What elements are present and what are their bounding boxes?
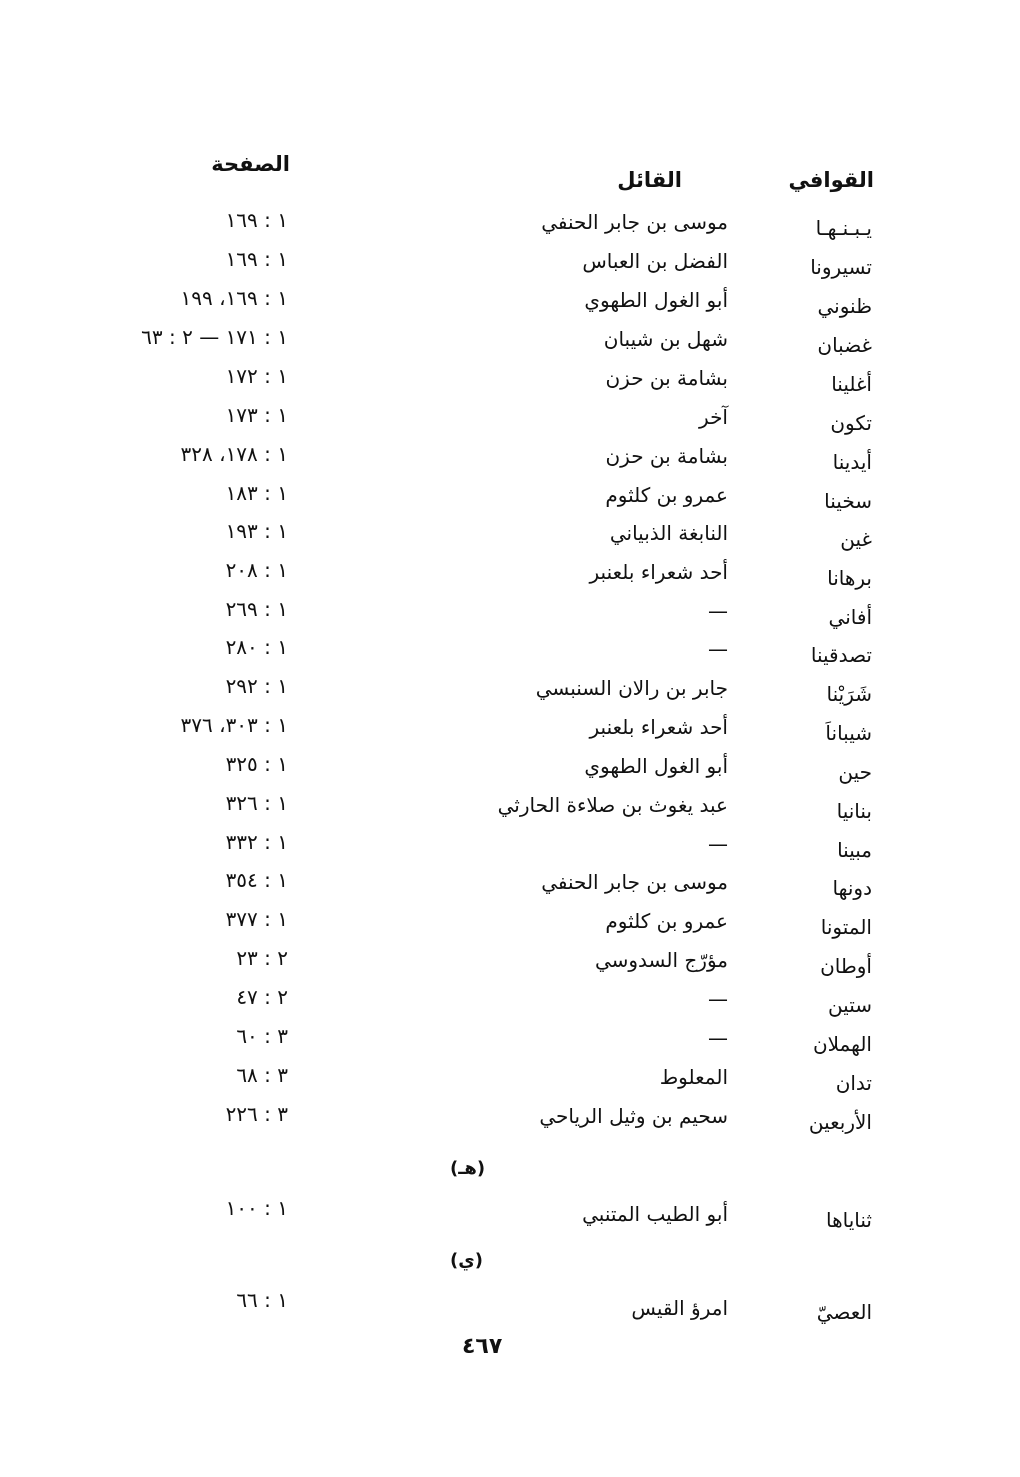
index-row [0,481,1020,517]
poet: مؤرّج السدوسي [594,948,728,972]
poet: أبو الغول الطهوي [584,754,728,778]
poet: بشامة بن حزن [605,366,728,390]
poet: — [708,1026,728,1050]
page-ref: ١ : ٣٣٢ [225,830,288,854]
rhyme: غضبان [817,333,872,357]
index-row [0,208,1020,244]
page-ref: ١ : ١٧١ — ٢ : ٦٣ [141,325,288,349]
page-ref: ١ : ١٧٢ [225,364,288,388]
page-ref: ١ : ٣٢٦ [225,791,288,815]
poet: سحيم بن وثيل الرياحي [539,1104,728,1128]
page-ref: ١ : ١٧٨، ٣٢٨ [180,442,288,466]
poet: — [708,987,728,1011]
poet: أبو الغول الطهوي [584,288,728,312]
index-row [0,1286,1020,1322]
poet: النابغة الذبياني [609,521,728,545]
page-ref: ١ : ١٧٣ [225,403,288,427]
poet: شهل بن شيبان [603,327,728,351]
page-ref: ١ : ٦٦ [236,1288,288,1312]
page-ref: ٢ : ٤٧ [236,985,288,1009]
rhyme: تدان [835,1071,872,1095]
index-row [0,791,1020,827]
page-ref: ٣ : ٦٠ [236,1024,288,1048]
rhyme: المتونا [820,915,872,939]
page-ref: ١ : ٢٠٨ [225,558,288,582]
index-row [0,830,1020,866]
rhyme: شيباناَ [825,721,872,745]
rhyme: أوطان [820,954,872,978]
rhyme: ظنوني [817,294,872,318]
poet: أبو الطيب المتنبي [582,1202,728,1226]
index-row [0,325,1020,361]
poet: عمرو بن كلثوم [605,483,728,507]
page-ref: ٣ : ٢٢٦ [225,1102,288,1126]
index-row [0,597,1020,633]
rhyme: تكون [830,411,872,435]
poet: المعلوط [659,1065,728,1089]
poet: أحد شعراء بلعنبر [589,560,728,584]
rhyme: برهانا [827,566,872,590]
rhyme: تسيرونا [810,255,872,279]
section-heading-ya: (ي) [450,1250,483,1271]
index-row [0,985,1020,1021]
page-ref: ١ : ٢٨٠ [225,635,288,659]
page-ref: ١ : ١٦٩، ١٩٩ [180,286,288,310]
header-page: الصفحة [211,152,290,176]
page-ref: ١ : ٢٩٢ [225,674,288,698]
page-ref: ١ : ٣٧٧ [225,907,288,931]
index-row [0,1102,1020,1138]
rhyme: أغلينا [831,372,872,396]
index-row [0,635,1020,671]
rhyme: حين [838,760,872,784]
rhyme: دونها [832,876,872,900]
index-row [0,946,1020,982]
rhyme: تصدقينا [810,643,872,667]
poet: أحد شعراء بلعنبر [589,715,728,739]
rhyme: ستين [827,993,872,1017]
index-row [0,403,1020,439]
index-row [0,752,1020,788]
index-row [0,364,1020,400]
index-row [0,868,1020,904]
rhyme: سخينا [824,489,872,513]
poet: بشامة بن حزن [605,444,728,468]
index-row [0,674,1020,710]
header-poet: القائل [617,168,682,192]
page-ref: ١ : ٣٠٣، ٣٧٦ [180,713,288,737]
rhyme: أيدينا [832,450,872,474]
poet: — [708,637,728,661]
poet: الفضل بن العباس [582,249,728,273]
poet: — [708,599,728,623]
poet: موسى بن جابر الحنفي [541,870,728,894]
index-row [0,519,1020,555]
page-ref: ١ : ١٦٩ [225,208,288,232]
page-ref: ١ : ١٨٣ [225,481,288,505]
poet: — [708,832,728,856]
index-row [0,442,1020,478]
rhyme: الهملان [812,1032,872,1056]
page-ref: ٢ : ٢٣ [236,946,288,970]
index-row [0,1063,1020,1099]
rhyme: بنانيا [836,799,872,823]
rhyme: ثناياها [826,1208,872,1232]
index-row [0,713,1020,749]
page-ref: ١ : ١٩٣ [225,519,288,543]
page-ref: ١ : ٢٦٩ [225,597,288,621]
header-rhymes: القوافي [788,168,874,192]
page-ref: ٣ : ٦٨ [236,1063,288,1087]
rhyme: غين [840,527,872,551]
rhyme: الأربعين [808,1110,872,1134]
index-row [0,286,1020,322]
rhyme: شَرَيْنا [826,682,872,706]
index-row [0,247,1020,283]
page-ref: ١ : ٣٥٤ [225,868,288,892]
poet: موسى بن جابر الحنفي [541,210,728,234]
rhyme: أفاني [828,605,872,629]
index-row [0,1192,1020,1232]
rhyme: مبينا [837,838,872,862]
section-heading-ha: (هـ) [450,1158,486,1179]
poet: امرؤ القيس [631,1296,728,1320]
page-ref: ١ : ١٦٩ [225,247,288,271]
index-row [0,1024,1020,1060]
index-row [0,558,1020,594]
page-number: ٤٦٧ [462,1334,503,1359]
page-ref: ١ : ٣٢٥ [225,752,288,776]
page-ref: ١ : ١٠٠ [225,1196,288,1220]
rhyme: يـبـنـهـا [815,216,872,240]
poet: عمرو بن كلثوم [605,909,728,933]
poet: عبد يغوث بن صلاءة الحارثي [497,793,728,817]
index-row [0,907,1020,943]
poet: جابر بن رالان السنبسي [535,676,728,700]
rhyme: العصيّ [816,1300,872,1324]
poet: آخر [699,405,728,429]
